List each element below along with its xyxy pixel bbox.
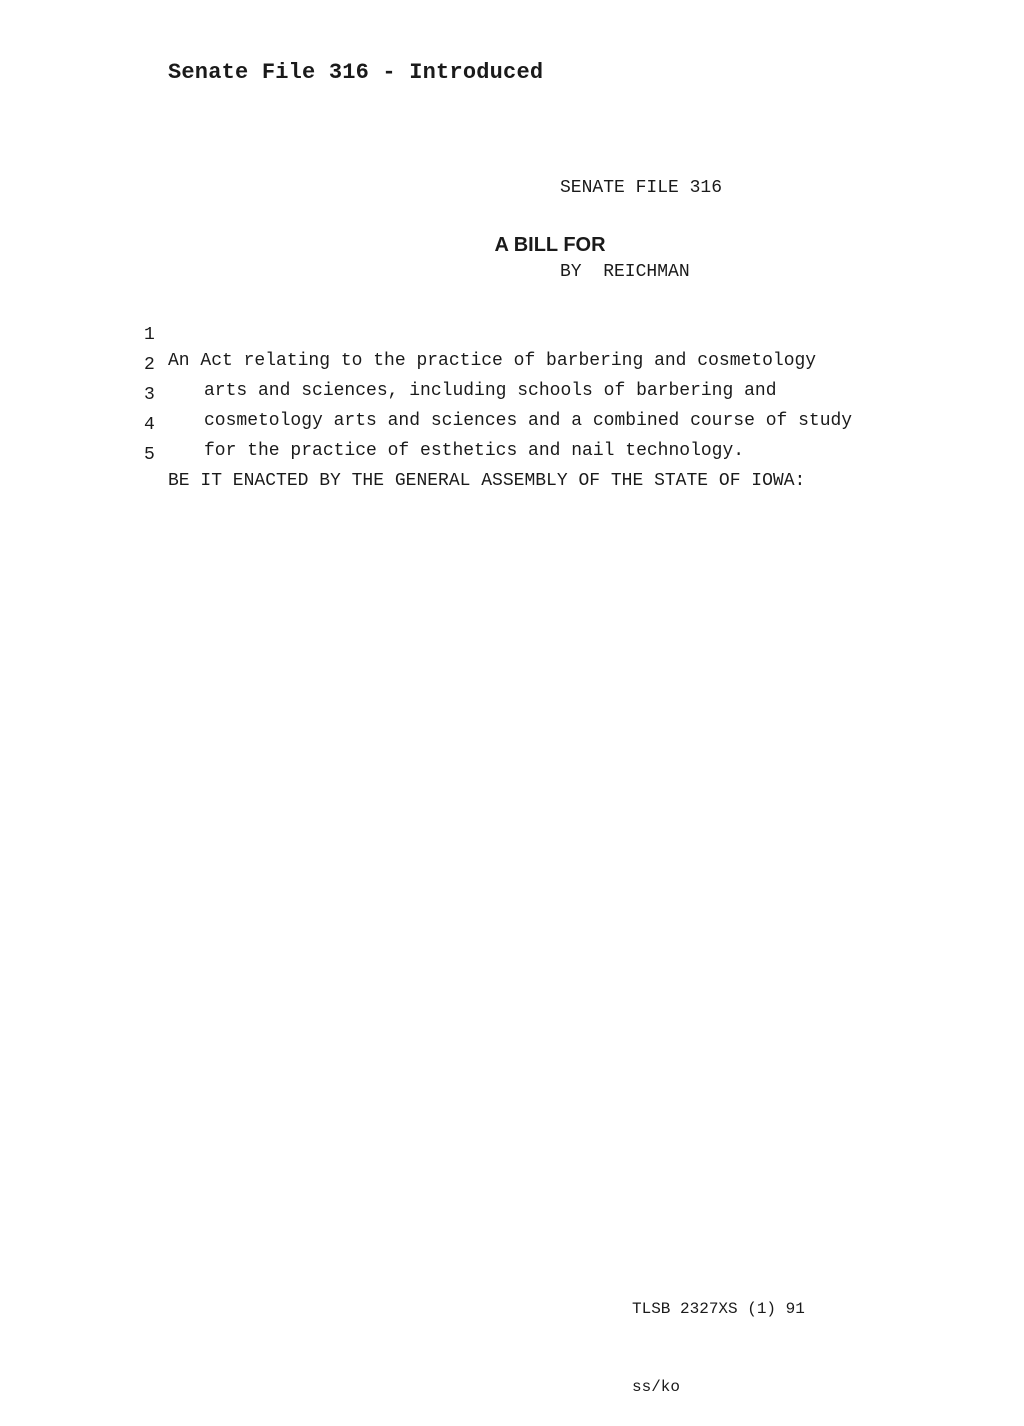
line-text: cosmetology arts and sciences and a combined course of study [204,411,853,431]
line-number: 5 [144,445,155,465]
document-code: TLSB 2327XS (1) 91 [632,1300,805,1318]
document-title: Senate File 316 - Introduced [168,60,544,85]
line-text: for the practice of esthetics and nail technology. [204,441,745,461]
line-number: 3 [144,385,155,405]
line-number: 4 [144,415,155,435]
line-number: 1 [144,325,155,345]
line-text: arts and sciences, including schools of barbering and [204,381,777,401]
bill-file-number: SENATE FILE 316 [560,178,723,198]
bill-meta [560,118,722,314]
bill-line [144,296,817,371]
bill-sponsor: BY REICHMAN [560,262,690,282]
line-text: BE IT ENACTED BY THE GENERAL ASSEMBLY OF THE STATE OF IOWA: [168,471,806,491]
drafter-initials: ss/ko [632,1378,681,1396]
footer [632,1244,805,1426]
line-text: An Act relating to the practice of barbering and cosmetology [168,351,817,371]
bill-for-heading: A BILL FOR [494,234,606,256]
bill-text [144,296,853,491]
line-number: 2 [144,355,155,375]
